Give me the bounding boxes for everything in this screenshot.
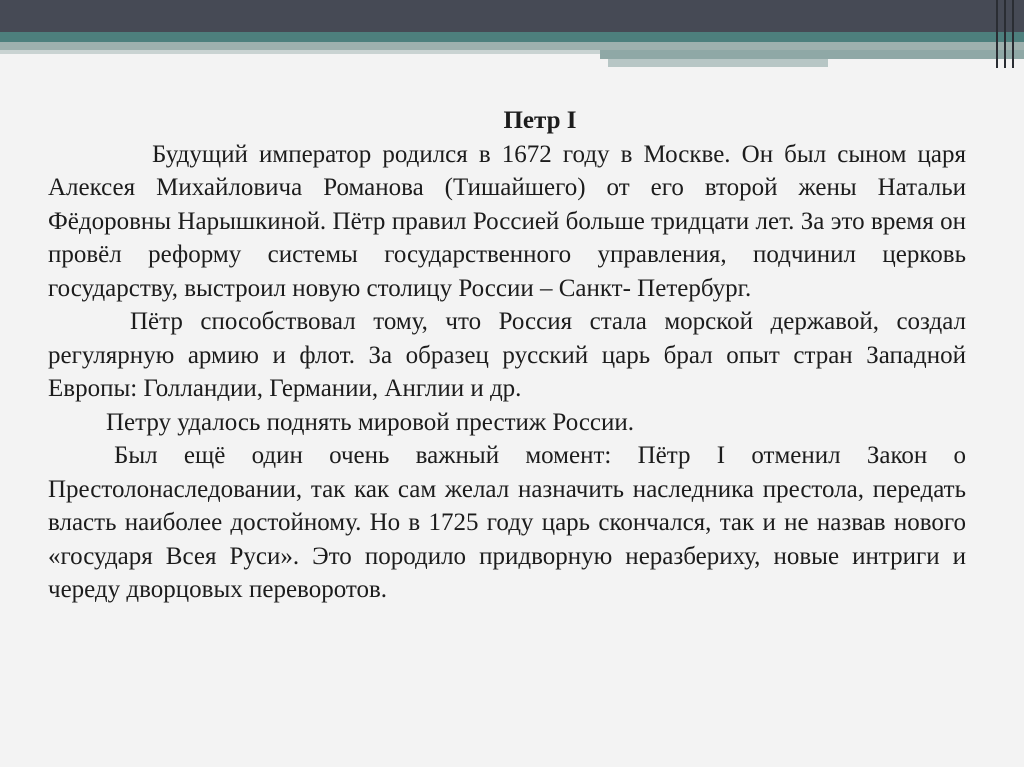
header-divider-line bbox=[1012, 0, 1014, 68]
paragraph-birth: Будущий император родился в 1672 году в Москве. Он был сыном царя Алексея Михайловича Романова (Тишайшего) от его второй жены Натальи Фёдоровны Нарышкиной. Пётр правил Россией больше тридцати лет. За это время он провёл реформу системы государственного управления, подчинил церковь государству, выстроил новую столицу России – Санкт- Петербург. bbox=[48, 140, 966, 302]
header-band-gray bbox=[0, 42, 1024, 50]
header-band-teal bbox=[0, 32, 1024, 42]
header-divider-line bbox=[996, 0, 998, 68]
paragraph-navy: Пётр способствовал тому, что Россия стала морской державой, создал регулярную армию и флот. За образец русский царь брал опыт стран Западной Европы: Голландии, Германии, Англии и др. bbox=[48, 308, 966, 402]
text-body bbox=[48, 104, 966, 607]
header-step-band bbox=[600, 50, 1024, 59]
paragraph-succession: Был ещё один очень важный момент: Пётр I отменил Закон о Престолонаследовании, так как сам желал назначить наследника престола, передать власть наиболее достойному. Но в 1725 году царь скончался, так и не назвав нового «государя Всея Руси». Это породило придворную неразбериху, новые интриги и череду дворцовых переворотов. bbox=[48, 442, 966, 603]
header-band-light bbox=[0, 50, 600, 54]
header-band-dark bbox=[0, 0, 1024, 32]
header-divider-line bbox=[1004, 0, 1006, 68]
header-step-band-small bbox=[608, 59, 828, 67]
slide-title: Петр I bbox=[503, 107, 577, 134]
paragraph-prestige: Петру удалось поднять мировой престиж России. bbox=[106, 408, 635, 436]
